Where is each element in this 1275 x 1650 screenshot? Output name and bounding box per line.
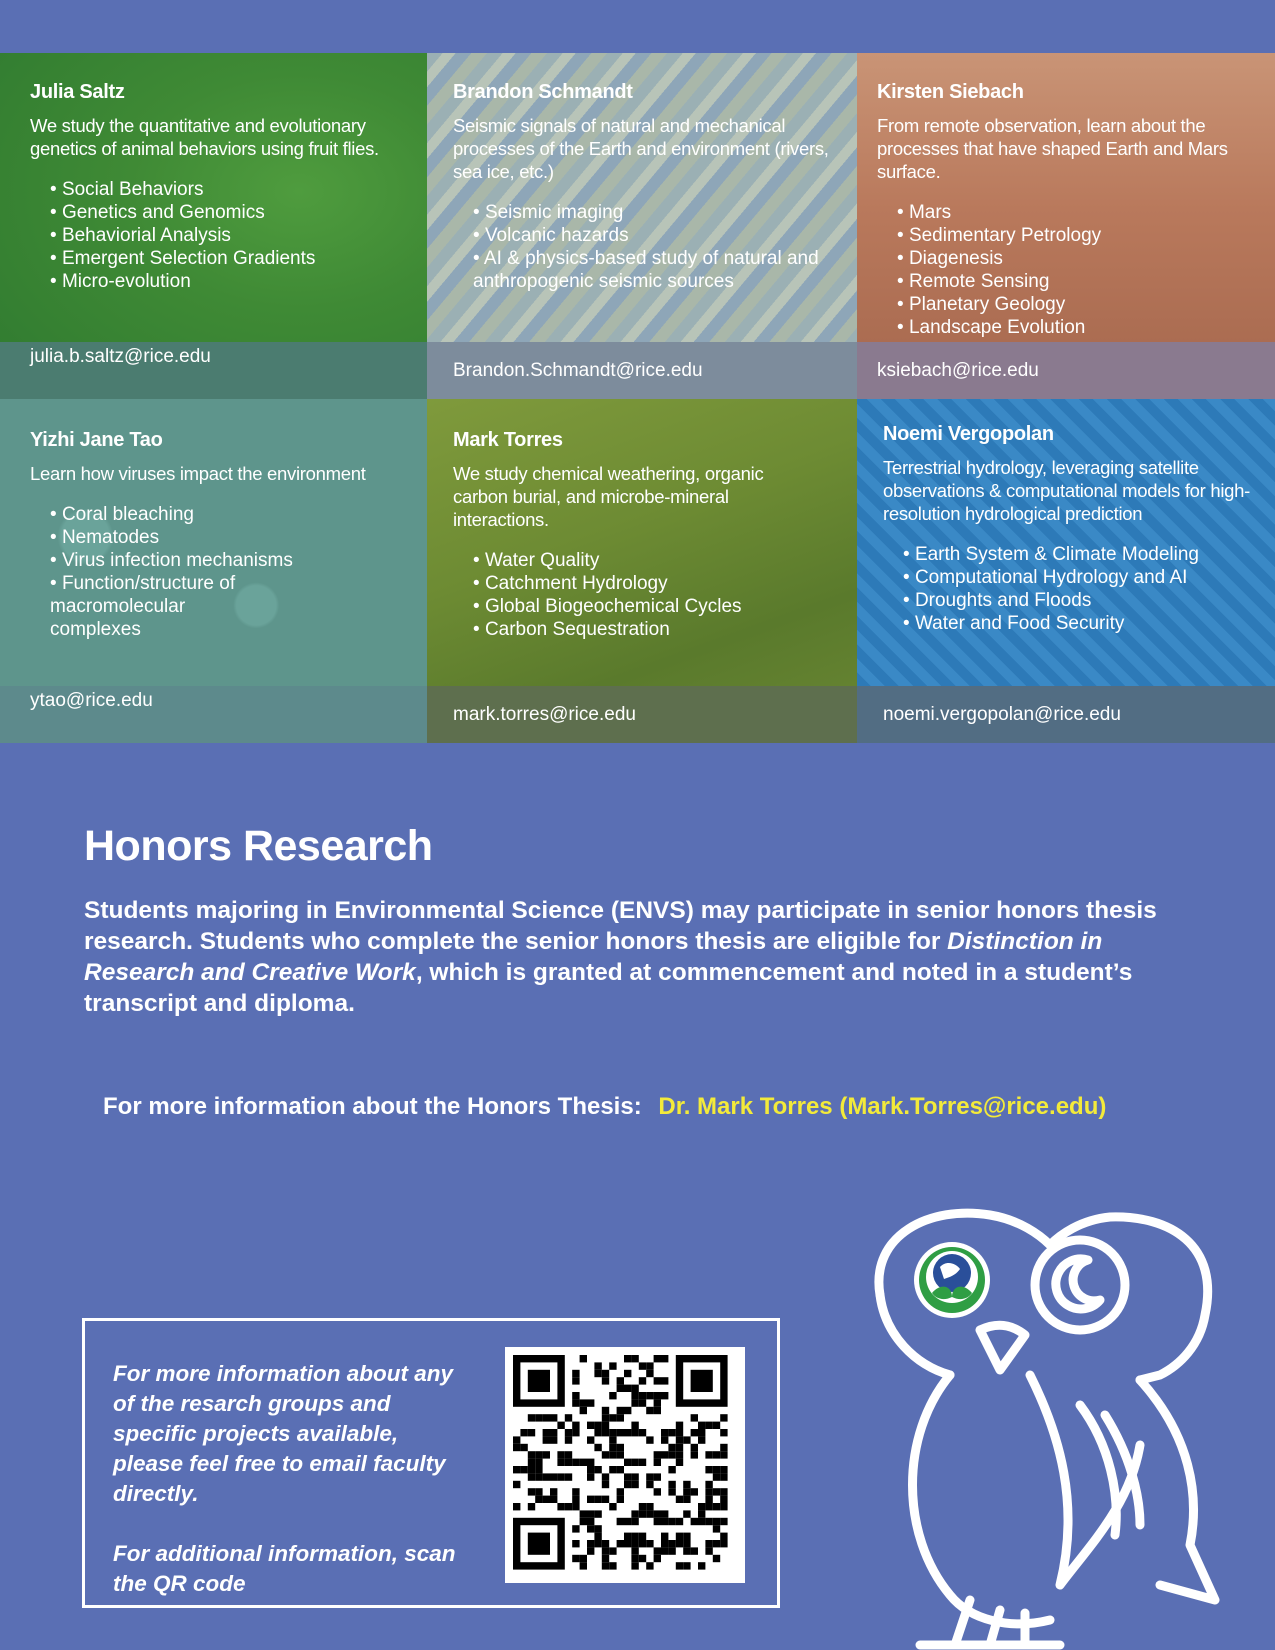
list-item: • Earth System & Climate Modeling — [903, 543, 1261, 566]
list-item: • Micro-evolution — [50, 270, 413, 293]
list-item: • Remote Sensing — [897, 270, 1261, 293]
faculty-name: Kirsten Siebach — [877, 81, 1024, 103]
info-text: For additional information, scan the QR code — [113, 1541, 456, 1596]
list-item: • AI & physics-based study of natural and anthropogenic seismic sources — [473, 247, 823, 293]
email-bar — [427, 342, 857, 399]
email-bar — [857, 342, 1275, 399]
faculty-email[interactable]: Brandon.Schmandt@rice.edu — [453, 359, 703, 381]
list-item: • Function/structure of macromolecular complexes — [50, 572, 270, 641]
list-item: • Catchment Hydrology — [473, 572, 843, 595]
faculty-name: Mark Torres — [453, 429, 563, 451]
faculty-card-siebach — [857, 53, 1275, 399]
list-item: • Seismic imaging — [473, 201, 843, 224]
list-item: • Computational Hydrology and AI — [903, 566, 1261, 589]
faculty-email[interactable]: ytao@rice.edu — [30, 690, 153, 711]
list-item: • Emergent Selection Gradients — [50, 247, 413, 270]
topic-list — [30, 503, 413, 641]
honors-description — [84, 895, 1204, 1019]
topic-list — [883, 543, 1261, 635]
email-bar — [427, 686, 857, 743]
list-item: • Virus infection mechanisms — [50, 549, 413, 572]
list-item: • Behaviorial Analysis — [50, 224, 413, 247]
faculty-description: Terrestrial hydrology, leveraging satellite observations & computational models for high-resolution hydrological prediction — [883, 457, 1250, 524]
honors-section — [84, 822, 1204, 1019]
faculty-name: Noemi Vergopolan — [883, 423, 1054, 445]
faculty-description: From remote observation, learn about the processes that have shaped Earth and Mars surface. — [877, 115, 1228, 182]
honors-text: , which is granted at commencement and noted in a student’s transcript and diploma. — [84, 959, 1133, 1017]
topic-list — [453, 549, 843, 641]
owl-logo-icon — [860, 1205, 1240, 1650]
email-bar — [0, 342, 427, 399]
qr-code-graphic — [505, 1347, 745, 1583]
topic-list — [453, 201, 843, 293]
faculty-description: We study the quantitative and evolutionary genetics of animal behaviors using fruit flies. — [30, 115, 379, 159]
faculty-card-torres — [427, 399, 857, 743]
faculty-description: Learn how viruses impact the environment — [30, 463, 366, 484]
honors-text: Students majoring in Environmental Science (ENVS) may participate in senior honors thesis research. Students who complete the senior honors thesis are eligible for — [84, 897, 1157, 955]
list-item: • Volcanic hazards — [473, 224, 843, 247]
faculty-card-schmandt — [427, 53, 857, 399]
email-bar — [0, 686, 427, 743]
list-item: • Social Behaviors — [50, 178, 413, 201]
list-item: • Water and Food Security — [903, 612, 1261, 635]
list-item: • Sedimentary Petrology — [897, 224, 1261, 247]
page-title: Honors Research — [84, 822, 433, 870]
list-item: • Mars — [897, 201, 1261, 224]
list-item: • Genetics and Genomics — [50, 201, 413, 224]
info-text: For more information about any of the resarch groups and specific projects available, please feel free to email faculty directly. — [113, 1361, 454, 1506]
topic-list — [877, 201, 1261, 339]
list-item: • Global Biogeochemical Cycles — [473, 595, 843, 618]
globe-leaf-icon — [914, 1242, 990, 1318]
faculty-name: Brandon Schmandt — [453, 81, 633, 103]
qr-code-icon[interactable] — [505, 1347, 745, 1583]
list-item: • Landscape Evolution — [897, 316, 1261, 339]
faculty-email[interactable]: mark.torres@rice.edu — [453, 703, 636, 725]
list-item: • Water Quality — [473, 549, 843, 572]
faculty-card-vergopolan — [857, 399, 1275, 743]
list-item: • Droughts and Floods — [903, 589, 1261, 612]
faculty-description: We study chemical weathering, organic carbon burial, and microbe-mineral interactions. — [453, 463, 764, 530]
faculty-grid — [0, 53, 1275, 743]
faculty-name: Julia Saltz — [30, 81, 125, 103]
info-box — [82, 1318, 780, 1608]
honors-distinction: Distinction in Research and Creative Work — [84, 928, 1103, 986]
list-item: • Planetary Geology — [897, 293, 1261, 316]
list-item: • Nematodes — [50, 526, 413, 549]
faculty-email[interactable]: noemi.vergopolan@rice.edu — [883, 703, 1121, 725]
list-item: • Carbon Sequestration — [473, 618, 843, 641]
email-bar — [857, 686, 1275, 743]
faculty-email[interactable]: ksiebach@rice.edu — [877, 359, 1039, 381]
topic-list — [30, 178, 413, 293]
faculty-email[interactable]: julia.b.saltz@rice.edu — [30, 346, 211, 367]
more-info-label: For more information about the Honors Thesis: — [103, 1093, 642, 1120]
list-item: • Coral bleaching — [50, 503, 413, 526]
faculty-card-saltz — [0, 53, 427, 399]
faculty-description: Seismic signals of natural and mechanical processes of the Earth and environment (rivers, sea ice, etc.) — [453, 115, 829, 182]
list-item: • Diagenesis — [897, 247, 1261, 270]
faculty-card-tao — [0, 399, 427, 743]
more-info-line — [103, 1093, 1106, 1121]
faculty-name: Yizhi Jane Tao — [30, 429, 163, 451]
contact-link[interactable]: Dr. Mark Torres (Mark.Torres@rice.edu) — [658, 1093, 1107, 1120]
